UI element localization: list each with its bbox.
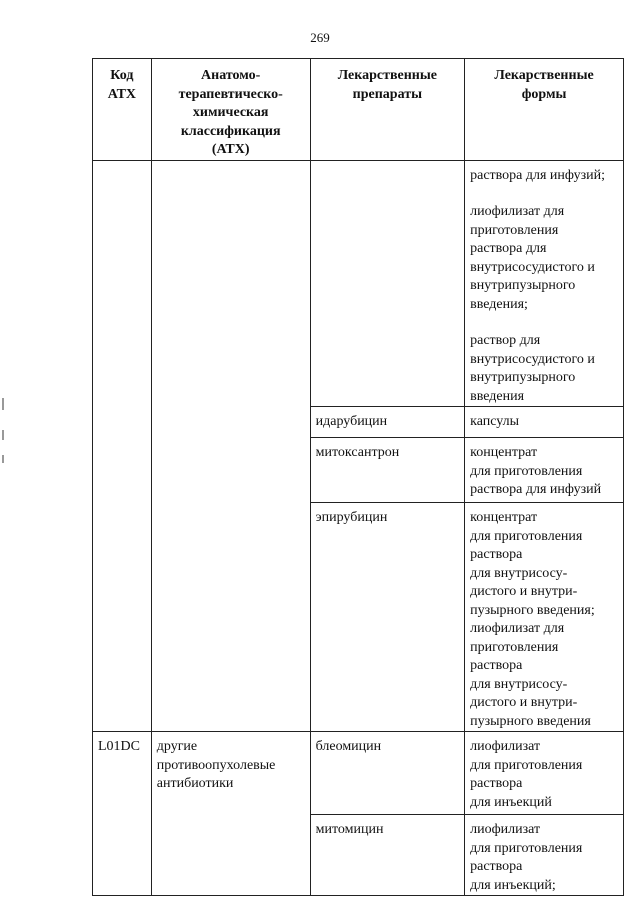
classification-cell	[151, 160, 310, 732]
scan-edge-mark	[2, 430, 4, 440]
scan-edge-mark	[2, 398, 4, 410]
forms-cell: капсулы	[465, 407, 624, 438]
table-row	[93, 732, 624, 815]
drug-cell: блеомицин	[310, 732, 465, 815]
drug-cell	[310, 160, 465, 407]
code-cell	[93, 160, 152, 732]
table-row	[93, 160, 624, 407]
forms-cell: концентрат для приготовления раствора для инфузий	[465, 438, 624, 503]
header-drugs: Лекарственные препараты	[310, 59, 465, 161]
form-entry: лиофилизат для приготовления раствора для внутрисосудистого и внутрипузырного введения;	[470, 204, 595, 312]
header-row	[93, 59, 624, 161]
drug-cell: митомицин	[310, 815, 465, 896]
forms-cell: концентрат для приготовления раствора для внутрисосу- дистого и внутри- пузырного введения; лиофилизат для приготовления раствора для внутрисосу- дистого и внутри- пузырного введения	[465, 503, 624, 732]
header-forms: Лекарственные формы	[465, 59, 624, 161]
header-code: Код АТХ	[93, 59, 152, 161]
drug-cell: митоксантрон	[310, 438, 465, 503]
atx-table	[92, 58, 624, 896]
forms-cell	[465, 160, 624, 407]
header-classification: Анатомо- терапевтическо- химическая классификация (АТХ)	[151, 59, 310, 161]
code-cell: L01DC	[93, 732, 152, 896]
forms-cell: лиофилизат для приготовления раствора для инъекций	[465, 732, 624, 815]
form-entry: раствор для внутрисосудистого и внутрипузырного введения	[470, 333, 595, 404]
drug-cell: идарубицин	[310, 407, 465, 438]
scan-edge-mark	[2, 455, 4, 463]
drug-cell: эпирубицин	[310, 503, 465, 732]
form-entry: раствора для инфузий;	[470, 167, 606, 183]
classification-cell: другие противоопухолевые антибиотики	[151, 732, 310, 896]
page-number: 269	[310, 30, 330, 45]
forms-cell: лиофилизат для приготовления раствора для инъекций;	[465, 815, 624, 896]
